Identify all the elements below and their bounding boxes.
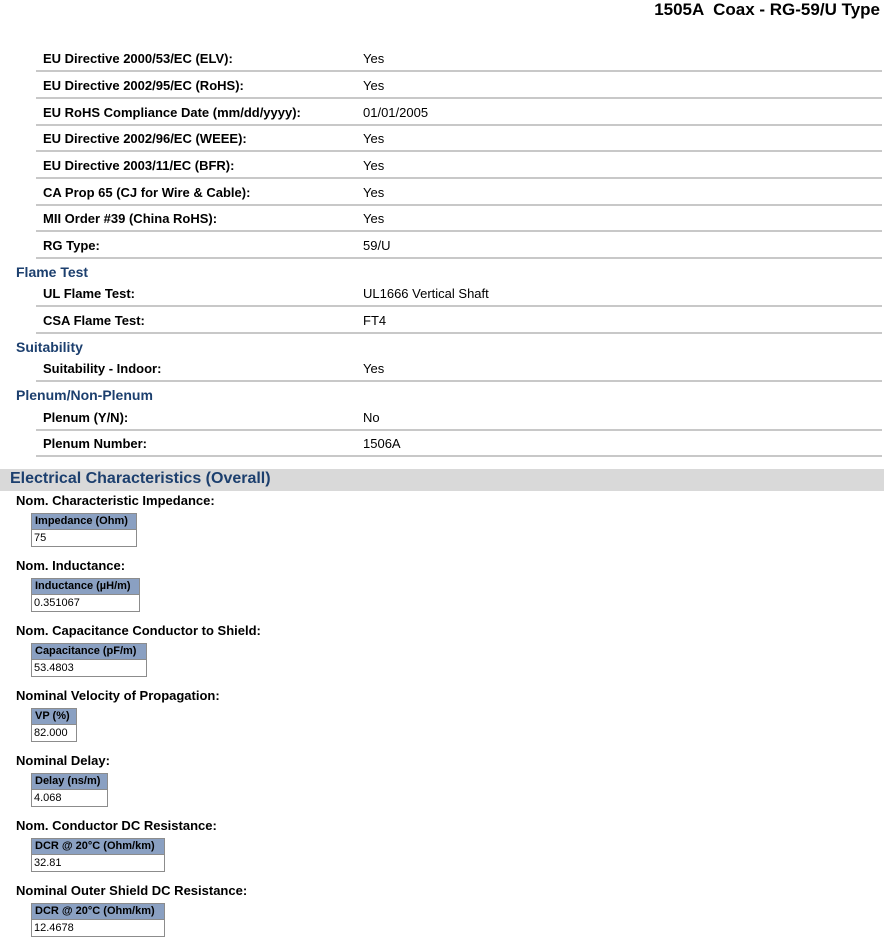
spec-row-elv bbox=[36, 46, 882, 72]
value-table-cell: 32.81 bbox=[34, 857, 62, 869]
spec-key: Plenum Number: bbox=[43, 436, 148, 451]
spec-key: MII Order #39 (China RoHS): bbox=[43, 211, 218, 226]
spec-key: CSA Flame Test: bbox=[43, 313, 145, 328]
property-label-inductance: Nom. Inductance: bbox=[16, 558, 126, 573]
spec-row-rohs bbox=[36, 73, 882, 99]
spec-row-csa-flame bbox=[36, 308, 882, 334]
value-table-capacitance bbox=[31, 643, 147, 677]
spec-row-bfr bbox=[36, 153, 882, 179]
spec-row-prop65 bbox=[36, 180, 882, 206]
spec-row-rohs-date bbox=[36, 100, 882, 126]
spec-value: FT4 bbox=[363, 313, 387, 328]
value-table-cell: 0.351067 bbox=[34, 597, 80, 609]
spec-key: EU Directive 2003/11/EC (BFR): bbox=[43, 158, 235, 173]
value-table-cell: 82.000 bbox=[34, 727, 68, 739]
value-table-header: Delay (ns/m) bbox=[32, 774, 107, 790]
property-label-capacitance: Nom. Capacitance Conductor to Shield: bbox=[16, 623, 261, 638]
property-label-impedance: Nom. Characteristic Impedance: bbox=[16, 493, 215, 508]
spec-key: RG Type: bbox=[43, 238, 100, 253]
spec-key: EU Directive 2000/53/EC (ELV): bbox=[43, 51, 233, 66]
spec-value: Yes bbox=[363, 211, 385, 226]
spec-key: EU Directive 2002/95/EC (RoHS): bbox=[43, 78, 244, 93]
value-table-conductor-dcr bbox=[31, 838, 165, 872]
property-label-conductor-dcr: Nom. Conductor DC Resistance: bbox=[16, 818, 217, 833]
spec-row-indoor bbox=[36, 356, 882, 382]
value-table-header: Inductance (µH/m) bbox=[32, 579, 139, 595]
value-table-cell: 75 bbox=[34, 532, 47, 544]
spec-key: EU Directive 2002/96/EC (WEEE): bbox=[43, 131, 247, 146]
spec-key: EU RoHS Compliance Date (mm/dd/yyyy): bbox=[43, 105, 301, 120]
spec-value: No bbox=[363, 410, 380, 425]
spec-value: Yes bbox=[363, 51, 385, 66]
spec-key: Suitability - Indoor: bbox=[43, 361, 162, 376]
property-label-delay: Nominal Delay: bbox=[16, 753, 110, 768]
value-table-shield-dcr bbox=[31, 903, 165, 937]
value-table-impedance bbox=[31, 513, 137, 547]
section-heading-flame-test: Flame Test bbox=[16, 264, 89, 280]
spec-row-plenum-number bbox=[36, 431, 882, 457]
spec-row-rg-type bbox=[36, 233, 882, 259]
section-heading-suitability: Suitability bbox=[16, 339, 83, 355]
section-heading-electrical: Electrical Characteristics (Overall) bbox=[10, 470, 271, 487]
property-label-shield-dcr: Nominal Outer Shield DC Resistance: bbox=[16, 883, 248, 898]
spec-value: Yes bbox=[363, 131, 385, 146]
value-table-delay bbox=[31, 773, 108, 807]
value-table-velocity bbox=[31, 708, 77, 742]
spec-key: CA Prop 65 (CJ for Wire & Cable): bbox=[43, 185, 251, 200]
value-table-cell: 12.4678 bbox=[34, 922, 74, 934]
property-label-velocity: Nominal Velocity of Propagation: bbox=[16, 688, 220, 703]
value-table-cell: 53.4803 bbox=[34, 662, 74, 674]
spec-value: Yes bbox=[363, 158, 385, 173]
spec-value: Yes bbox=[363, 361, 385, 376]
spec-value: Yes bbox=[363, 185, 385, 200]
spec-value: 59/U bbox=[363, 238, 391, 253]
value-table-header: Impedance (Ohm) bbox=[32, 514, 136, 530]
value-table-header: DCR @ 20°C (Ohm/km) bbox=[32, 904, 164, 920]
value-table-inductance bbox=[31, 578, 140, 612]
section-heading-plenum: Plenum/Non-Plenum bbox=[16, 387, 153, 403]
spec-value: Yes bbox=[363, 78, 385, 93]
value-table-header: DCR @ 20°C (Ohm/km) bbox=[32, 839, 164, 855]
spec-value: 1506A bbox=[363, 436, 401, 451]
spec-row-plenum-yn bbox=[36, 405, 882, 431]
value-table-cell: 4.068 bbox=[34, 792, 62, 804]
value-table-header: Capacitance (pF/m) bbox=[32, 644, 146, 660]
spec-row-ul-flame bbox=[36, 281, 882, 307]
spec-row-china-rohs bbox=[36, 206, 882, 232]
spec-key: Plenum (Y/N): bbox=[43, 410, 129, 425]
spec-value: UL1666 Vertical Shaft bbox=[363, 286, 489, 301]
spec-key: UL Flame Test: bbox=[43, 286, 135, 301]
section-band-electrical bbox=[0, 469, 884, 491]
value-table-header: VP (%) bbox=[32, 709, 76, 725]
spec-row-weee bbox=[36, 126, 882, 152]
spec-value: 01/01/2005 bbox=[363, 105, 429, 120]
document-title: 1505A Coax - RG-59/U Type bbox=[654, 0, 880, 19]
